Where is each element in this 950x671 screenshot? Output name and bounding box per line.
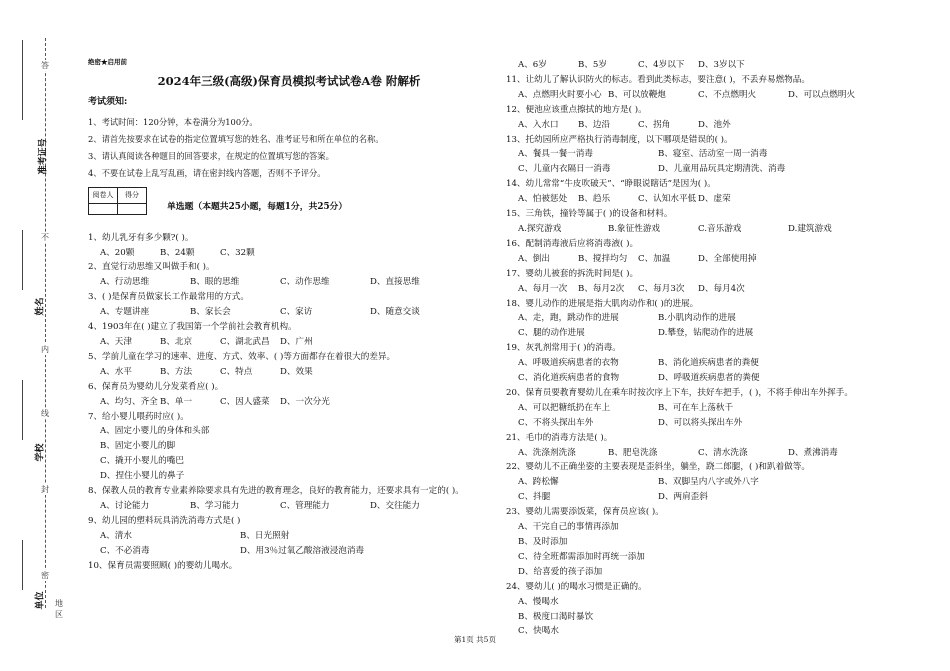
question-text: 18、婴儿动作的进展是指大肌肉动作和( )的进展。 bbox=[506, 298, 699, 309]
answer-option[interactable]: B、趋乐 bbox=[578, 194, 611, 205]
option-row bbox=[506, 58, 901, 73]
seal-line bbox=[45, 38, 46, 608]
answer-option[interactable]: A、干完自己的事情再添加 bbox=[518, 522, 619, 533]
notice-item: 1、考试时间：120分钟，本卷满分为100分。 bbox=[88, 116, 258, 127]
right-question-list bbox=[506, 58, 901, 639]
option-row bbox=[506, 282, 901, 297]
answer-option[interactable]: B、学习能力 bbox=[190, 500, 240, 511]
answer-option[interactable]: A、洗涤剂洗涤 bbox=[518, 447, 576, 458]
school-field[interactable] bbox=[22, 380, 24, 440]
answer-option[interactable]: C、每月3次 bbox=[638, 283, 685, 294]
option-row bbox=[506, 371, 901, 386]
answer-option[interactable]: B、寝室、活动室一周一消毒 bbox=[658, 149, 768, 160]
left-column bbox=[88, 55, 490, 573]
answer-option[interactable]: A、慢喝水 bbox=[518, 596, 559, 607]
option-row bbox=[506, 88, 901, 103]
notice-heading: 考试须知: bbox=[88, 96, 128, 107]
answer-option[interactable]: A、专题讲座 bbox=[100, 307, 150, 318]
answer-option[interactable]: A、天津 bbox=[100, 336, 132, 347]
answer-option[interactable]: D、全部使用掉 bbox=[698, 253, 757, 264]
answer-option[interactable]: A、每月一次 bbox=[518, 283, 568, 294]
answer-option[interactable]: C、不将头探出车外 bbox=[518, 417, 594, 428]
answer-option[interactable]: C、待全班都需添加时再统一添加 bbox=[518, 551, 645, 562]
answer-option[interactable]: A、可以把糖纸扔在车上 bbox=[518, 402, 611, 413]
answer-option[interactable]: D、池外 bbox=[698, 119, 731, 130]
answer-option[interactable]: C.音乐游戏 bbox=[698, 223, 742, 234]
option-row bbox=[88, 305, 490, 320]
grader-header: 阅卷人 bbox=[89, 187, 118, 203]
answer-option[interactable]: D、可以将头探出车外 bbox=[658, 417, 743, 428]
answer-option[interactable]: D、两肩歪斜 bbox=[658, 492, 708, 503]
grader-cell[interactable] bbox=[89, 203, 118, 214]
answer-option[interactable]: D、儿童用品玩具定期清洗、消毒 bbox=[658, 164, 786, 175]
answer-option[interactable]: B、消化道疾病患者的粪便 bbox=[658, 358, 759, 369]
question-text: 15、三角铁，撞铃等属于( )的设备和材料。 bbox=[506, 209, 673, 220]
seal-mark: 封 bbox=[41, 485, 49, 494]
answer-option[interactable]: B、双脚呈内八字或外八字 bbox=[658, 477, 759, 488]
answer-option[interactable]: B、极度口渴时暴饮 bbox=[518, 611, 594, 622]
answer-option[interactable]: C、清水洗涤 bbox=[698, 447, 748, 458]
exam-number-field[interactable] bbox=[22, 40, 24, 120]
question-text: 6、保育员为婴幼儿分发菜肴应( )。 bbox=[88, 381, 224, 392]
answer-option[interactable]: C、认知水平低 bbox=[638, 194, 697, 205]
answer-option[interactable]: C、管理能力 bbox=[280, 500, 330, 511]
answer-option[interactable]: C、撬开小婴儿的嘴巴 bbox=[100, 456, 184, 467]
option-row bbox=[88, 395, 490, 410]
answer-option[interactable]: A、餐具一餐一消毒 bbox=[518, 149, 593, 160]
question-text: 3、( )是保育员做家长工作最常用的方式。 bbox=[88, 292, 249, 303]
option-row bbox=[506, 356, 901, 371]
answer-option[interactable]: D、捏住小婴儿的鼻子 bbox=[100, 471, 185, 482]
answer-option[interactable]: B、每月2次 bbox=[578, 283, 625, 294]
answer-option[interactable]: B、可以放鞭炮 bbox=[608, 89, 666, 100]
answer-option[interactable]: B、方法 bbox=[160, 366, 193, 377]
answer-option[interactable]: B.象征性游戏 bbox=[608, 223, 661, 234]
seal-mark: 不 bbox=[41, 233, 49, 242]
answer-option[interactable]: A、行动思维 bbox=[100, 277, 150, 288]
question-text: 13、托幼园所应严格执行消毒制度，以下哪项是错误的( )。 bbox=[506, 134, 733, 145]
answer-option[interactable]: C、拐角 bbox=[638, 119, 671, 130]
question-text: 12、便池应该重点擦拭的地方是( )。 bbox=[506, 104, 647, 115]
score-table bbox=[88, 187, 147, 215]
answer-option[interactable]: D、直接思维 bbox=[370, 277, 420, 288]
answer-option[interactable]: C、不点燃明火 bbox=[698, 89, 757, 100]
page-number: 第1页 共5页 bbox=[454, 635, 496, 644]
question-text: 9、幼儿园的塑料玩具消洗消毒方式是( ) bbox=[88, 515, 241, 526]
section-title: 单选题（本题共25小题，每题1分，共25分） bbox=[167, 201, 348, 212]
option-row bbox=[506, 311, 901, 326]
option-row bbox=[88, 529, 490, 544]
answer-option[interactable]: D、交往能力 bbox=[370, 500, 420, 511]
score-cell[interactable] bbox=[118, 203, 147, 214]
answer-option[interactable]: B、可在车上荡秋千 bbox=[658, 402, 734, 413]
answer-option[interactable]: A、走，跑，跳动作的进展 bbox=[518, 313, 619, 324]
answer-option[interactable]: D.攀登，钻爬动作的进展 bbox=[658, 328, 754, 339]
answer-option[interactable]: B、日光照射 bbox=[240, 530, 290, 541]
question-text: 10、保育员需要照顾( )的婴幼儿喝水。 bbox=[88, 560, 238, 571]
answer-option[interactable]: D、一次分光 bbox=[280, 396, 330, 407]
right-column bbox=[506, 58, 901, 639]
answer-option[interactable]: D、可以点燃明火 bbox=[788, 89, 856, 100]
option-row bbox=[506, 192, 901, 207]
answer-option[interactable]: A、均匀、齐全 bbox=[100, 396, 158, 407]
answer-option[interactable]: B、单一 bbox=[160, 396, 193, 407]
notice-list bbox=[88, 114, 490, 183]
answer-option[interactable]: A、讨论能力 bbox=[100, 500, 150, 511]
option-row bbox=[88, 499, 490, 514]
answer-option[interactable]: C、不必消毒 bbox=[100, 545, 150, 556]
question-text: 4、1903年在( )建立了我国第一个学前社会教育机构。 bbox=[88, 322, 297, 333]
answer-option[interactable]: D、3岁以下 bbox=[698, 60, 745, 70]
question-text: 20、保育员要教育婴幼儿在乘车时按次序上下车，扶好车把手，( )，不将手伸出车外挥手。 bbox=[506, 387, 853, 398]
region-label: 地区 bbox=[55, 599, 63, 619]
name-field[interactable] bbox=[22, 230, 24, 290]
seal-mark: 线 bbox=[41, 409, 49, 418]
option-row bbox=[506, 162, 901, 177]
option-row bbox=[506, 326, 901, 341]
answer-option[interactable]: C、腿的动作进展 bbox=[518, 328, 585, 339]
question-text: 24、婴幼儿( )的喝水习惯是正确的。 bbox=[506, 581, 647, 592]
answer-option[interactable]: A、跨松懈 bbox=[518, 477, 559, 488]
answer-option[interactable]: D、给喜爱的孩子添加 bbox=[518, 566, 603, 577]
seal-mark: 答 bbox=[41, 61, 49, 70]
school-label: 学校 bbox=[35, 443, 46, 462]
answer-option[interactable]: D、煮沸消毒 bbox=[788, 447, 838, 458]
notice-item: 2、请首先按要求在试卷的指定位置填写您的姓名、准考证号和所在单位的名称。 bbox=[88, 134, 384, 145]
option-row bbox=[88, 275, 490, 290]
answer-option[interactable]: A、怕被惩处 bbox=[518, 194, 568, 205]
answer-option[interactable]: D、用3％过氧乙酸溶液浸泡消毒 bbox=[240, 545, 365, 556]
answer-option[interactable]: B、肥皂洗涤 bbox=[608, 447, 658, 458]
answer-option[interactable]: A.探究游戏 bbox=[518, 223, 562, 234]
unit-field[interactable] bbox=[22, 540, 24, 590]
option-row bbox=[88, 335, 490, 350]
answer-option[interactable]: B、眼的思维 bbox=[190, 277, 240, 288]
answer-option[interactable]: D、效果 bbox=[280, 366, 313, 377]
answer-option[interactable]: C、快喝水 bbox=[518, 626, 559, 637]
option-row bbox=[88, 544, 490, 559]
question-text: 16、配制消毒液后应将消毒液( )。 bbox=[506, 238, 639, 249]
answer-option[interactable]: C、特点 bbox=[220, 366, 253, 377]
question-text: 17、婴幼儿被套的拆洗时间是( )。 bbox=[506, 268, 639, 279]
question-text: 2、直觉行动思维又叫做手和( )。 bbox=[88, 262, 215, 273]
secret-mark: 绝密★启用前 bbox=[88, 58, 127, 66]
question-text: 14、幼儿常常“牛皮吹破天”、“睁眼说瞎话”是因为( )。 bbox=[506, 179, 716, 190]
question-text: 1、幼儿乳牙有多少颗?( )。 bbox=[88, 232, 194, 243]
notice-item: 3、请认真阅读各种题目的回答要求，在规定的位置填写您的答案。 bbox=[88, 151, 334, 162]
unit-label: 单位 bbox=[35, 591, 46, 610]
answer-option[interactable]: D、呼吸道疾病患者的粪便 bbox=[658, 373, 760, 384]
seal-mark: 密 bbox=[41, 571, 49, 580]
answer-option[interactable]: A、固定小婴儿的身体和头部 bbox=[100, 426, 210, 437]
question-text: 22、婴幼儿不正确坐姿的主要表现是歪斜坐，躺坐，跷二郎腿，( )和趴着做等。 bbox=[506, 462, 810, 473]
option-row bbox=[506, 490, 901, 505]
answer-option[interactable]: B、家长会 bbox=[190, 307, 231, 318]
answer-option[interactable]: C、消化道疾病患者的食物 bbox=[518, 373, 620, 384]
answer-option[interactable]: B、边沿 bbox=[578, 119, 611, 130]
option-row bbox=[506, 416, 901, 431]
answer-option[interactable]: B、固定小婴儿的脚 bbox=[100, 441, 176, 452]
question-text: 8、保教人员的教育专业素养除要求具有先进的教育理念，良好的教育能力，还要求具有一定的( )。 bbox=[88, 486, 464, 497]
question-text: 7、给小婴儿喂药时应( )。 bbox=[88, 411, 189, 422]
answer-option[interactable]: D、广州 bbox=[280, 336, 313, 347]
exam-number-label: 准考证号 bbox=[38, 138, 49, 175]
answer-option[interactable]: D、虚荣 bbox=[698, 194, 731, 205]
answer-option[interactable]: C、动作思维 bbox=[280, 277, 330, 288]
answer-option[interactable]: C、抖腿 bbox=[518, 492, 551, 503]
answer-option[interactable]: A、呼吸道疾病患者的衣物 bbox=[518, 358, 619, 369]
answer-option[interactable]: D、随意交谈 bbox=[370, 307, 420, 318]
question-text: 11、让幼儿了解认识防火的标志。看到此类标志，要注意( )，不丢弃易燃物品。 bbox=[506, 74, 810, 85]
answer-option[interactable]: A、20颗 bbox=[100, 247, 135, 258]
binding-strip bbox=[0, 0, 80, 671]
option-row bbox=[88, 365, 490, 380]
option-row bbox=[506, 118, 901, 133]
question-text: 21、毛巾的消毒方法是( )。 bbox=[506, 432, 613, 443]
answer-option[interactable]: D.建筑游戏 bbox=[788, 223, 832, 234]
answer-option[interactable]: C、儿童内衣隔日一消毒 bbox=[518, 164, 611, 175]
option-row bbox=[506, 446, 901, 461]
answer-option[interactable]: B、及时添加 bbox=[518, 537, 568, 547]
page-title: 2024年三级(高级)保育员模拟考试试卷A卷 附解析 bbox=[157, 73, 421, 88]
answer-option[interactable]: B、搅拌均匀 bbox=[578, 253, 628, 264]
answer-option[interactable]: A、入水口 bbox=[518, 119, 559, 130]
answer-option[interactable]: C、家访 bbox=[280, 307, 313, 318]
answer-option[interactable]: B、5岁 bbox=[578, 60, 607, 70]
option-row bbox=[506, 147, 901, 162]
answer-option[interactable]: A、6岁 bbox=[518, 60, 547, 70]
option-row bbox=[506, 475, 901, 490]
question-text: 19、灰乳剂常用于( )的消毒。 bbox=[506, 343, 621, 354]
answer-option[interactable]: B.小肌肉动作的进展 bbox=[658, 313, 736, 324]
answer-option[interactable]: D、每月4次 bbox=[698, 283, 745, 294]
option-row bbox=[506, 401, 901, 416]
answer-option[interactable]: C、因人盛菜 bbox=[220, 396, 270, 407]
answer-option[interactable]: A、水平 bbox=[100, 366, 132, 377]
answer-option[interactable]: C、加温 bbox=[638, 253, 671, 264]
name-label: 姓名 bbox=[35, 297, 46, 316]
answer-option[interactable]: A、倒出 bbox=[518, 253, 550, 264]
answer-option[interactable]: C、湖北武昌 bbox=[220, 336, 270, 347]
answer-option[interactable]: A、清水 bbox=[100, 530, 132, 541]
left-question-list bbox=[88, 231, 490, 574]
score-header: 得分 bbox=[118, 187, 147, 203]
answer-option[interactable]: C、32颗 bbox=[220, 247, 255, 258]
option-row bbox=[506, 252, 901, 267]
question-text: 23、婴幼儿需要添饭菜，保育员应该( )。 bbox=[506, 507, 664, 518]
answer-option[interactable]: C、4岁以下 bbox=[638, 60, 685, 70]
answer-option[interactable]: B、24颗 bbox=[160, 247, 195, 258]
option-row bbox=[506, 222, 901, 237]
notice-item: 4、不要在试卷上乱写乱画，请在密封线内答题，否则不予评分。 bbox=[88, 168, 326, 179]
answer-option[interactable]: A、点燃明火时要小心 bbox=[518, 89, 602, 100]
answer-option[interactable]: B、北京 bbox=[160, 336, 193, 347]
score-row bbox=[88, 189, 490, 215]
question-text: 5、学前儿童在学习的速率、进度、方式、效率、( )等方面都存在着很大的差异。 bbox=[88, 351, 396, 362]
seal-mark: 内 bbox=[41, 345, 49, 354]
option-row bbox=[88, 246, 490, 261]
